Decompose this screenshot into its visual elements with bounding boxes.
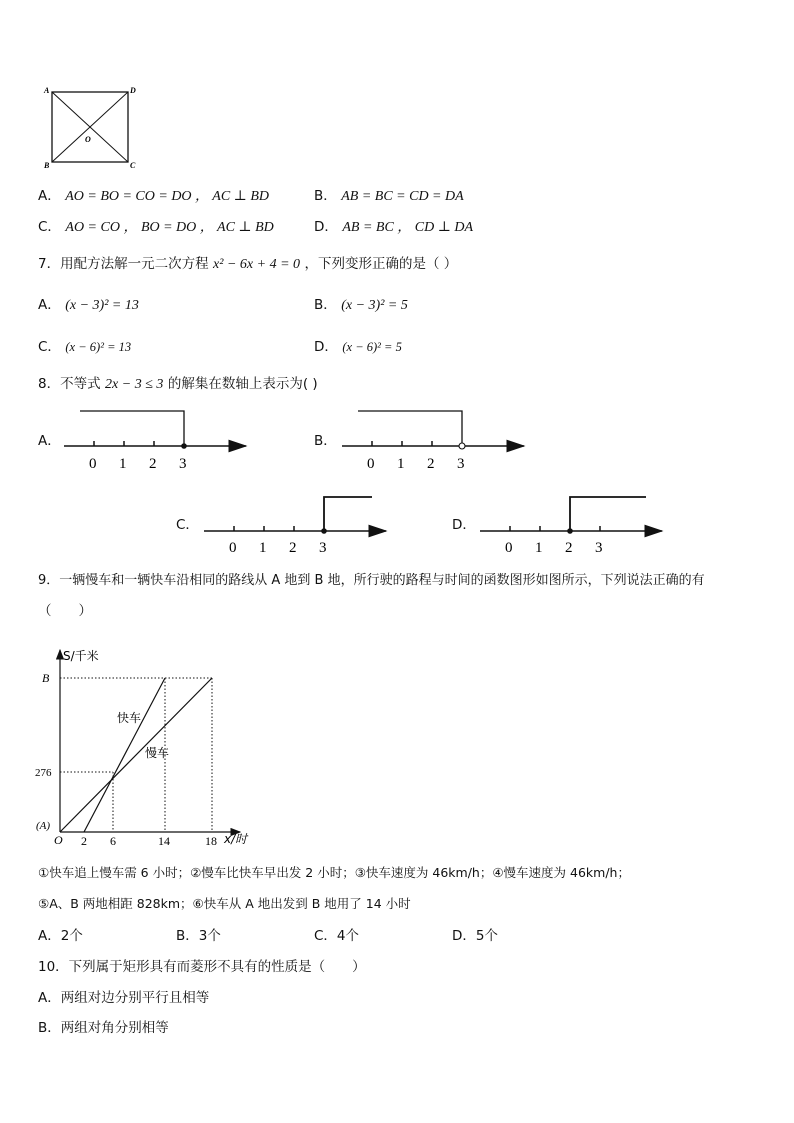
- option-expression: AO = CO ， BO = DO ， AC ⊥ BD: [65, 220, 274, 235]
- q7-stem: [38, 255, 457, 274]
- b-label: B: [42, 671, 50, 685]
- solution-ray: [358, 411, 462, 443]
- q6-option-c: [38, 218, 274, 237]
- q10-option-b: B．两组对角分别相等: [38, 1020, 169, 1036]
- vertex-d-label: D: [130, 86, 136, 95]
- slow-car-line: [60, 678, 212, 832]
- solution-ray: [80, 411, 184, 446]
- q8-stem: [38, 375, 318, 394]
- q9-stem-line1: 9．一辆慢车和一辆快车沿相同的路线从 A 地到 B 地，所行驶的路程与时间的函数图形如图所示，下列说法正确的有: [38, 573, 705, 588]
- tick-label-1: 1: [535, 540, 543, 556]
- solution-ray: [324, 497, 372, 531]
- q9-option-c: C．4个: [314, 928, 360, 944]
- q6-option-a: [38, 187, 269, 206]
- q8-option-d-label: D．: [452, 517, 476, 533]
- tick-label-0: 0: [505, 540, 513, 556]
- option-expression: (x − 3)² = 5: [341, 298, 408, 313]
- q6-option-d: [314, 218, 473, 237]
- option-label: C．: [38, 219, 61, 235]
- option-expression: (x − 6)² = 13: [65, 340, 132, 354]
- tick-label-3: 3: [595, 540, 603, 556]
- option-label: B．: [314, 297, 337, 313]
- x-axis-label: x/时: [224, 832, 248, 846]
- q7-equation: x² − 6x + 4 = 0: [213, 257, 301, 272]
- endpoint-solid: [181, 443, 187, 449]
- endpoint-hollow: [459, 443, 465, 449]
- q7-option-a: [38, 296, 139, 315]
- tick-label-1: 1: [259, 540, 267, 556]
- tick-label-1: 1: [397, 456, 405, 472]
- option-expression: (x − 6)² = 5: [342, 340, 402, 354]
- q8-option-a-number-line: [60, 402, 255, 474]
- endpoint-solid: [321, 528, 327, 534]
- q7-stem-suffix: ，下列变形正确的是（ ）: [304, 256, 458, 272]
- q9-statements-line2: ⑤A、B 两地相距 828km；⑥快车从 A 地出发到 B 地用了 14 小时: [38, 896, 411, 911]
- origin-label: O: [54, 833, 63, 847]
- q9-option-a: A．2个: [38, 928, 83, 944]
- vertex-b-label: B: [44, 161, 50, 170]
- q8-option-c-number-line: [200, 488, 395, 558]
- x-tick-6: 6: [110, 834, 116, 848]
- tick-label-3: 3: [457, 456, 465, 472]
- tick-label-0: 0: [367, 456, 375, 472]
- option-expression: AB = BC ， CD ⊥ DA: [342, 220, 474, 235]
- q8-option-a-label: A．: [38, 433, 61, 449]
- x-tick-2: 2: [81, 834, 87, 848]
- q8-option-d-number-line: [476, 488, 671, 558]
- q8-stem-suffix: 的解集在数轴上表示为( ): [167, 376, 318, 392]
- x-tick-14: 14: [158, 834, 170, 848]
- option-label: D．: [314, 219, 338, 235]
- q8-option-b-number-line: [338, 402, 533, 474]
- q7-stem-prefix: 7．用配方法解一元二次方程: [38, 256, 209, 272]
- option-label: D．: [314, 339, 338, 355]
- q7-option-d: [314, 338, 402, 356]
- endpoint-solid: [567, 528, 573, 534]
- tick-label-3: 3: [319, 540, 327, 556]
- option-label: A．: [38, 297, 61, 313]
- q9-option-d: D．5个: [452, 928, 498, 944]
- q8-option-c-label: C．: [176, 517, 199, 533]
- q9-statements-line1: ①快车追上慢车需 6 小时；②慢车比快车早出发 2 小时；③快车速度为 46km/h；④慢车速度为 46km/h；: [38, 865, 630, 880]
- q7-option-b: [314, 296, 408, 315]
- q9-stem-line2: （ ）: [38, 603, 92, 619]
- option-label: A．: [38, 188, 61, 204]
- slow-car-label: 慢车: [145, 746, 170, 760]
- option-expression: (x − 3)² = 13: [65, 298, 139, 313]
- tick-label-2: 2: [565, 540, 573, 556]
- option-label: C．: [38, 339, 61, 355]
- tick-label-0: 0: [229, 540, 237, 556]
- a-label: (A): [36, 820, 51, 832]
- vertex-a-label: A: [44, 86, 50, 95]
- q9-distance-time-graph: [34, 642, 254, 852]
- tick-label-1: 1: [119, 456, 127, 472]
- solution-ray: [570, 497, 646, 531]
- x-tick-18: 18: [205, 834, 217, 848]
- q10-option-a: A．两组对边分别平行且相等: [38, 990, 210, 1006]
- y-tick-276: 276: [35, 767, 52, 779]
- q7-option-c: [38, 338, 131, 356]
- q10-stem: 10．下列属于矩形具有而菱形不具有的性质是（ ）: [38, 959, 366, 975]
- option-label: B．: [314, 188, 337, 204]
- tick-label-0: 0: [89, 456, 97, 472]
- y-axis-label: S/千米: [63, 649, 99, 663]
- q6-option-b: [314, 187, 464, 206]
- q8-stem-prefix: 8．不等式: [38, 376, 101, 392]
- q8-inequality: 2x − 3 ≤ 3: [105, 377, 164, 392]
- option-expression: AB = BC = CD = DA: [341, 189, 464, 204]
- square-diagram: [40, 84, 144, 174]
- tick-label-2: 2: [289, 540, 297, 556]
- option-expression: AO = BO = CO = DO ， AC ⊥ BD: [65, 189, 270, 204]
- tick-label-3: 3: [179, 456, 187, 472]
- center-o-label: O: [85, 135, 91, 144]
- vertex-c-label: C: [130, 161, 136, 170]
- fast-car-label: 快车: [117, 711, 142, 725]
- tick-label-2: 2: [149, 456, 157, 472]
- tick-label-2: 2: [427, 456, 435, 472]
- q8-option-b-label: B．: [314, 433, 337, 449]
- q9-option-b: B．3个: [176, 928, 221, 944]
